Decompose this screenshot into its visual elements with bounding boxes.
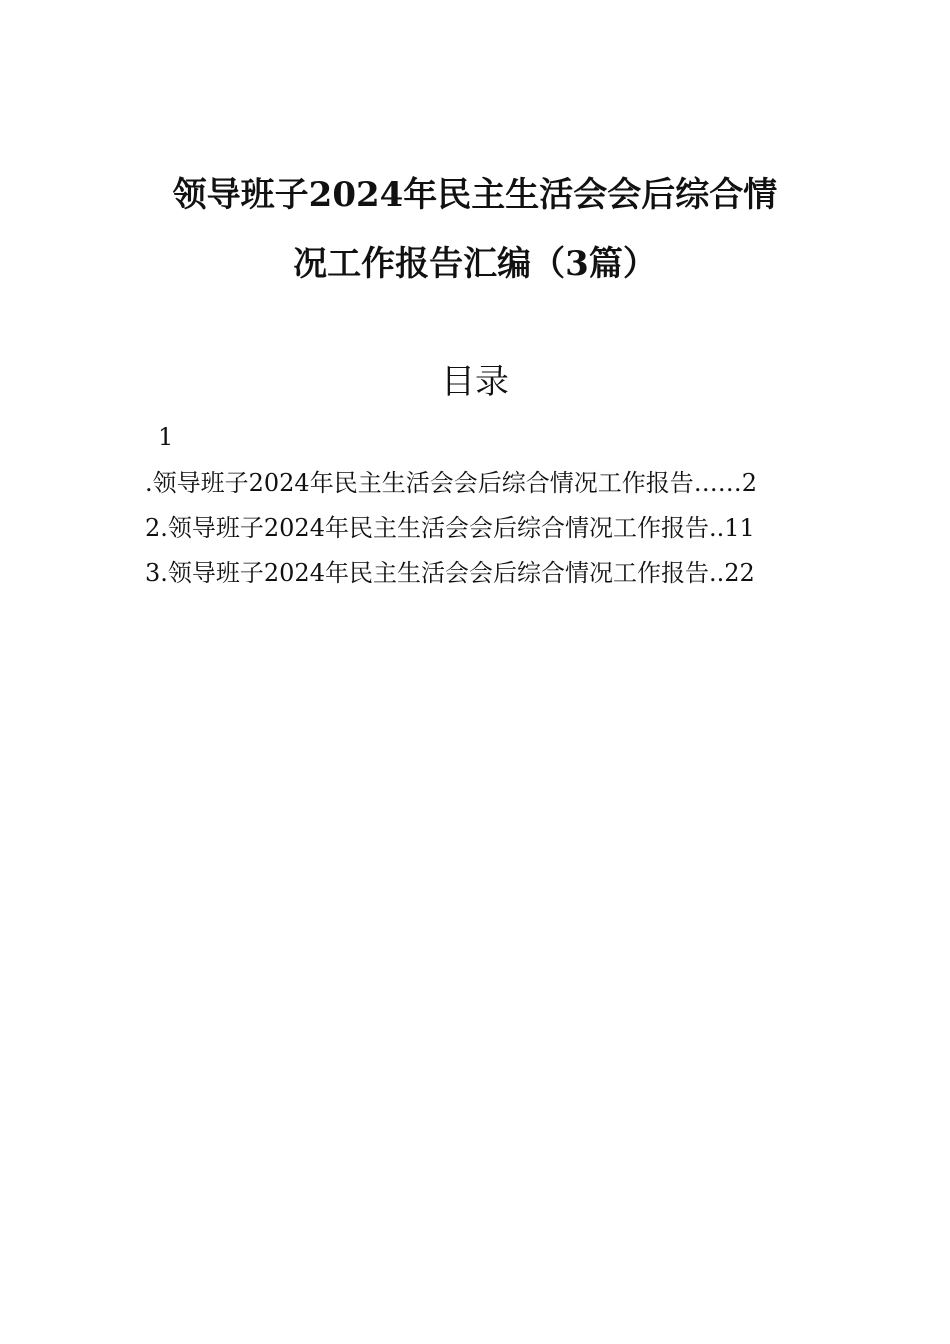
toc-entry-2[interactable]: 2.领导班子2024年民主生活会会后综合情况工作报告..11 (145, 514, 755, 542)
toc-entry-3[interactable]: 3.领导班子2024年民主生活会会后综合情况工作报告..22 (145, 559, 755, 587)
toc-entry-1-number[interactable]: 1 (158, 423, 174, 451)
document-title-line-1: 领导班子2024年民主生活会会后综合情 (172, 175, 778, 215)
document-title-line-2: 况工作报告汇编（3篇） (293, 244, 657, 284)
toc-heading: 目录 (441, 362, 509, 402)
toc-entry-1[interactable]: .领导班子2024年民主生活会会后综合情况工作报告……2 (145, 469, 757, 497)
